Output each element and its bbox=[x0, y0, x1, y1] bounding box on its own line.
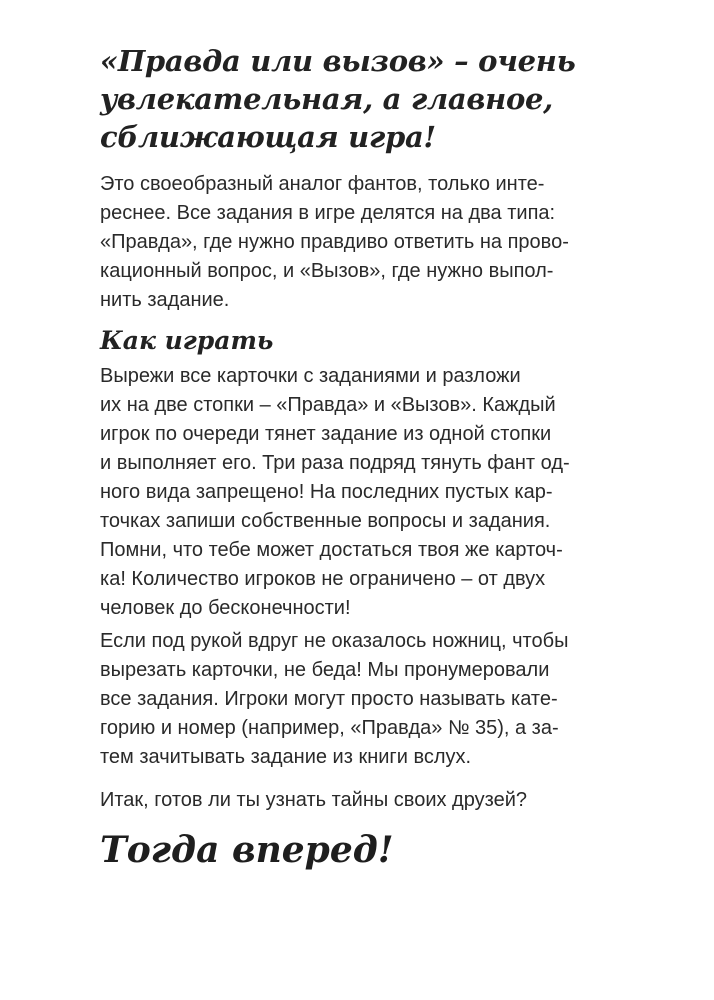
text-line: и выполняет его. Три раза подряд тянуть фант од- bbox=[100, 452, 570, 474]
heading-line: сближающая игра! bbox=[100, 120, 436, 154]
text-line: все задания. Игроки могут просто называть кате- bbox=[100, 688, 558, 710]
text-line: точках запиши собственные вопросы и задания. bbox=[100, 510, 551, 532]
how-to-play-paragraph bbox=[100, 362, 570, 623]
text-line: ка! Количество игроков не ограничено – от двух bbox=[100, 568, 546, 590]
text-line: их на две стопки – «Правда» и «Вызов». Каждый bbox=[100, 394, 556, 416]
question-paragraph bbox=[100, 786, 527, 815]
text-line: нить задание. bbox=[100, 289, 230, 311]
text-line: Вырежи все карточки с заданиями и разложи bbox=[100, 365, 521, 387]
text-line: ного вида запрещено! На последних пустых кар- bbox=[100, 481, 553, 503]
intro-paragraph bbox=[100, 170, 569, 315]
text-line: реснее. Все задания в игре делятся на два типа: bbox=[100, 202, 556, 224]
text-line: «Правда», где нужно правдиво ответить на прово- bbox=[100, 231, 569, 253]
text-line: вырезать карточки, не беда! Мы пронумеровали bbox=[100, 659, 550, 681]
text-line: человек до бесконечности! bbox=[100, 597, 351, 619]
text-line: Если под рукой вдруг не оказалось ножниц, чтобы bbox=[100, 630, 569, 652]
text-line: Помни, что тебе может достаться твоя же карточ- bbox=[100, 539, 563, 561]
text-line: Это своеобразный аналог фантов, только инте- bbox=[100, 173, 545, 195]
how-to-play-title: Как играть bbox=[100, 326, 274, 355]
text-line: тем зачитывать задание из книги вслух. bbox=[100, 746, 472, 768]
text-line: Итак, готов ли ты узнать тайны своих друзей? bbox=[100, 789, 527, 811]
heading-line: «Правда или вызов» – очень bbox=[100, 44, 576, 78]
text-line: игрок по очереди тянет задание из одной стопки bbox=[100, 423, 552, 445]
text-line: кационный вопрос, и «Вызов», где нужно выпол- bbox=[100, 260, 554, 282]
heading-line: увлекательная, а главное, bbox=[100, 82, 553, 116]
heading bbox=[100, 42, 600, 156]
scissors-paragraph bbox=[100, 627, 568, 772]
text-line: горию и номер (например, «Правда» № 35), а за- bbox=[100, 717, 559, 739]
closing-phrase: Тогда вперед! bbox=[100, 829, 394, 871]
